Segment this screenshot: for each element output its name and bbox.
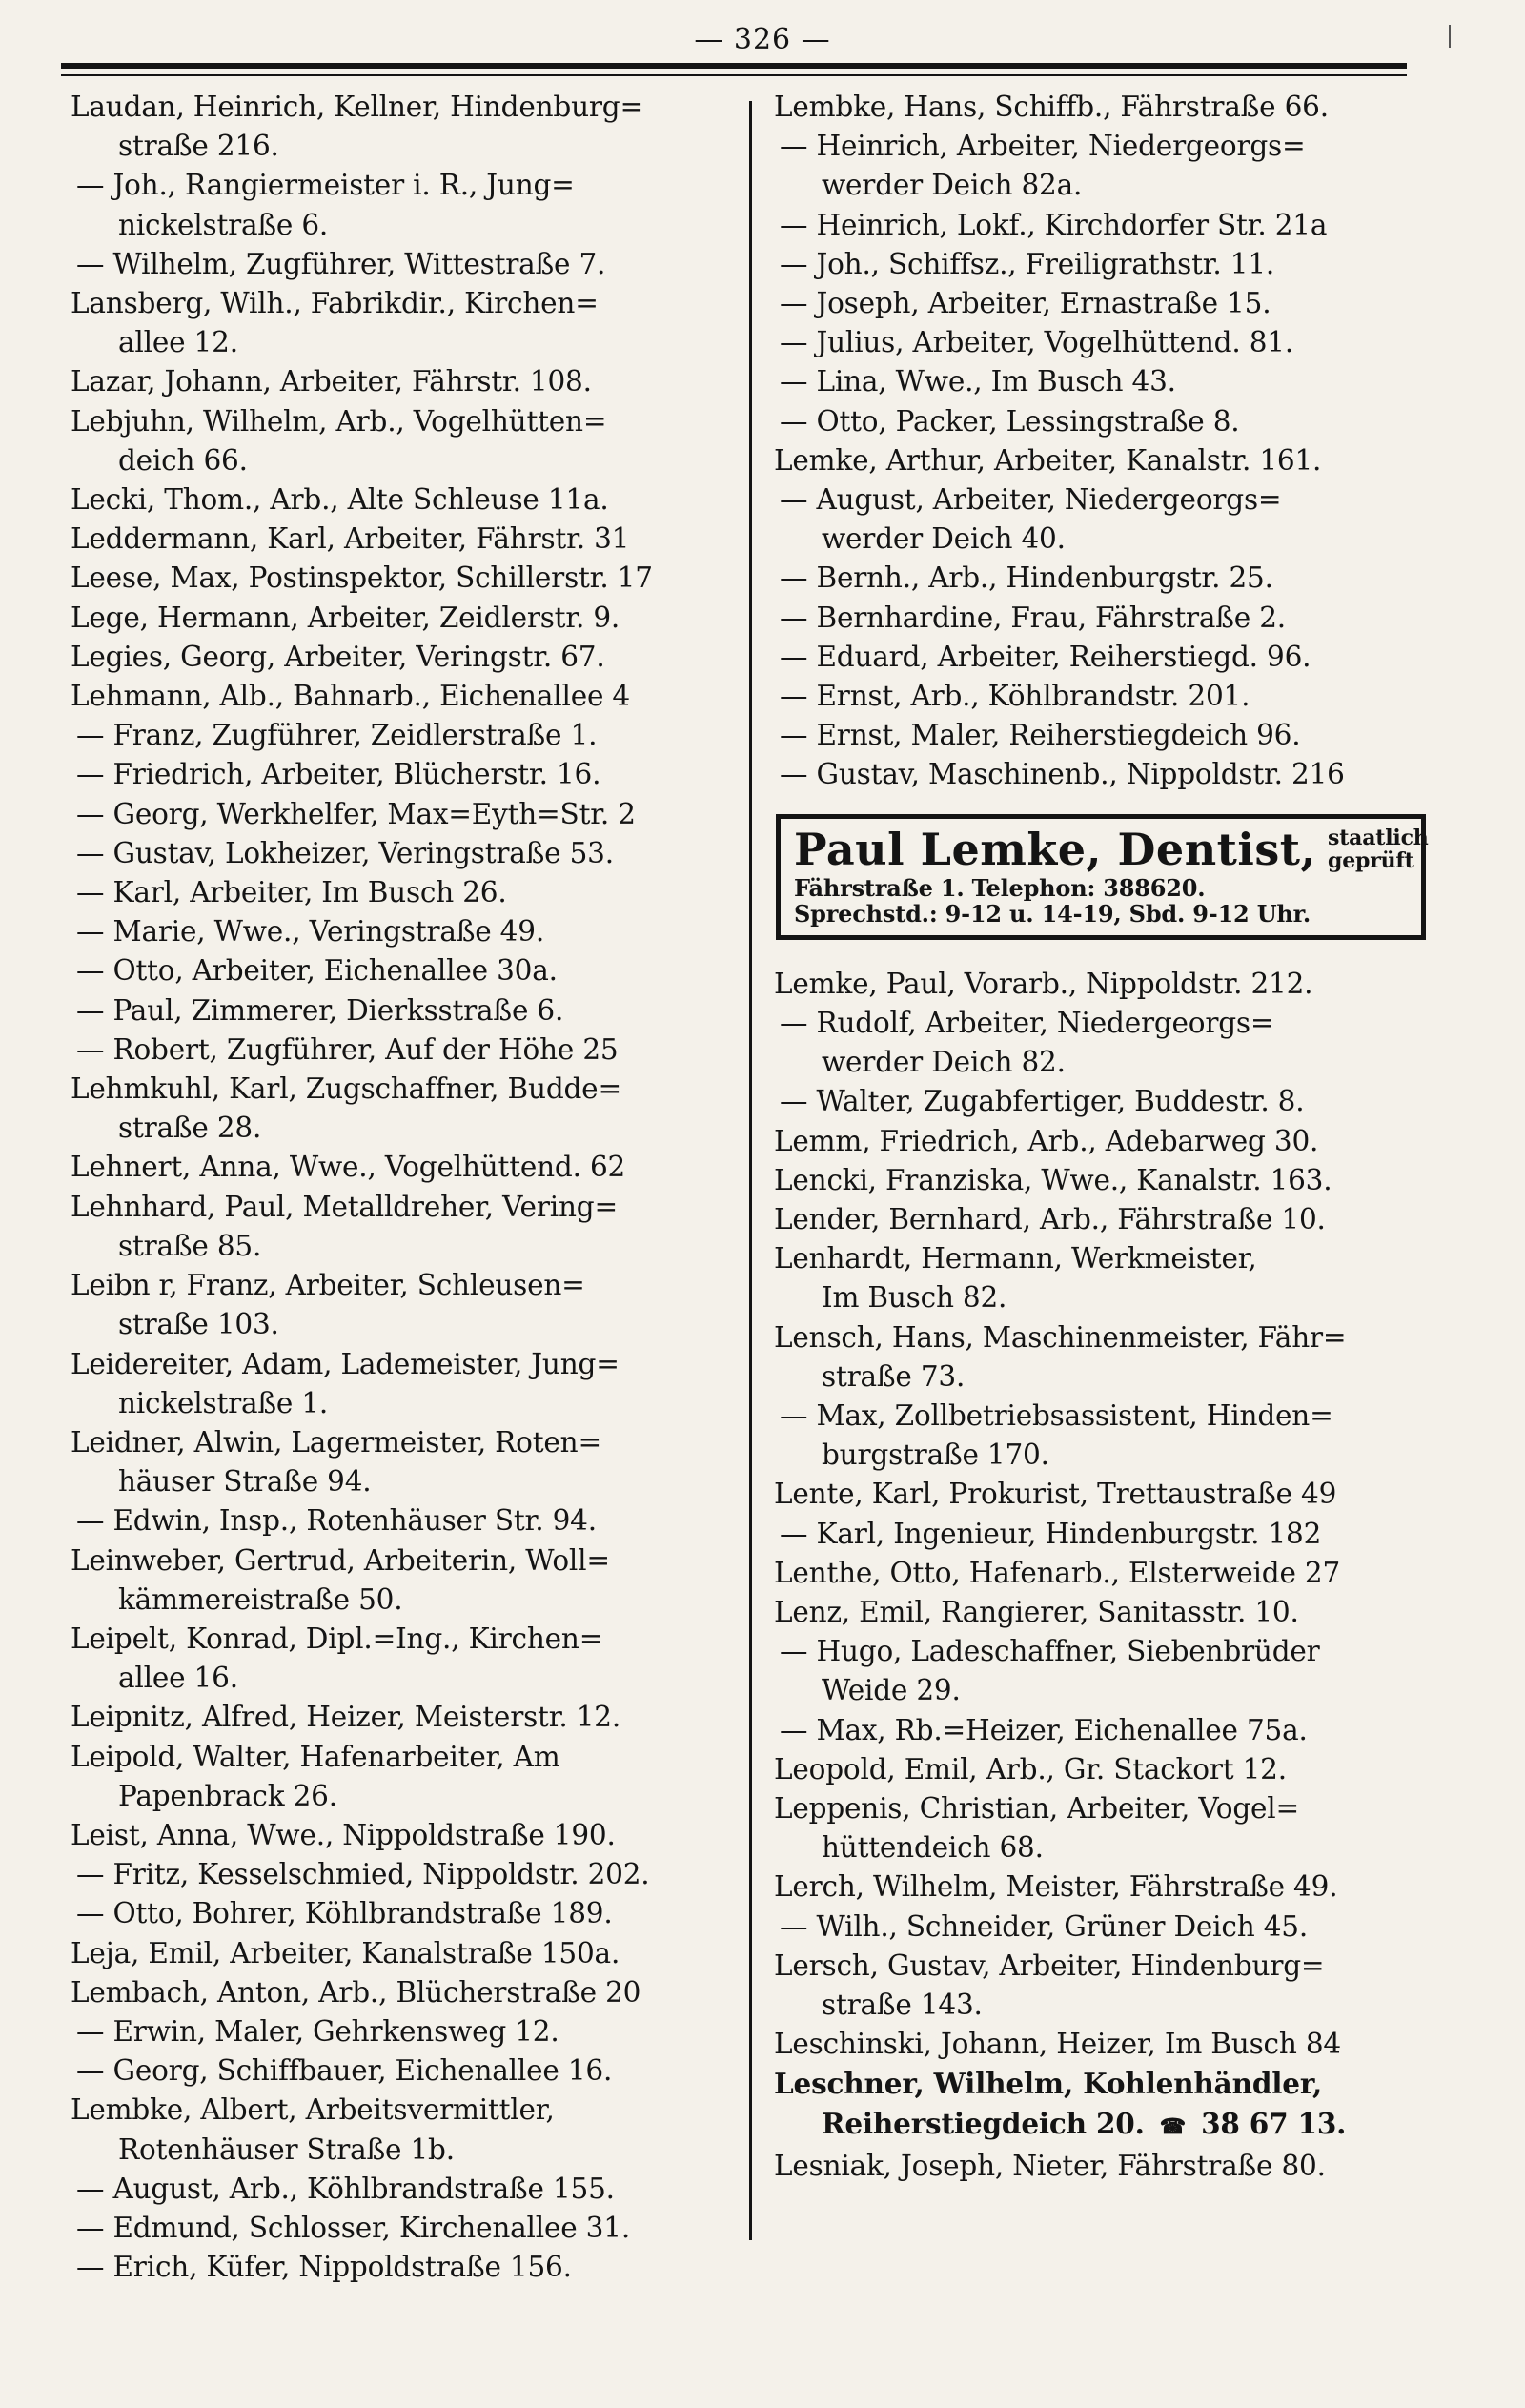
directory-entry: Lemke, Arthur, Arbeiter, Kanalstr. 161.	[774, 443, 1322, 477]
sub-entry: — August, Arb., Köhlbrandstraße 155.	[76, 2172, 615, 2205]
sub-entry: — Rudolf, Arbeiter, Niedergeorgs=	[780, 1006, 1274, 1039]
dentist-advertisement	[776, 814, 1429, 940]
ad-qualifier	[1328, 826, 1429, 872]
directory-entry: Leipnitz, Alfred, Heizer, Meisterstr. 12.	[71, 1701, 621, 1734]
right-column-top	[774, 88, 1432, 795]
directory-entry: Lerch, Wilhelm, Meister, Fährstraße 49.	[774, 1870, 1338, 1904]
directory-entry: Lenhardt, Hermann, Werkmeister,	[774, 1242, 1257, 1275]
directory-entry: Leppenis, Christian, Arbeiter, Vogel=	[774, 1792, 1300, 1825]
directory-entry: Leidereiter, Adam, Lademeister, Jung=	[71, 1347, 620, 1380]
sub-entry: — Otto, Arbeiter, Eichenallee 30a.	[76, 954, 558, 988]
directory-entry: Leopold, Emil, Arb., Gr. Stackort 12.	[774, 1752, 1287, 1786]
sub-entry: — Eduard, Arbeiter, Reiherstiegd. 96.	[780, 640, 1312, 673]
directory-entry: Leibn r, Franz, Arbeiter, Schleusen=	[71, 1269, 585, 1302]
directory-entry: Lembach, Anton, Arb., Blücherstraße 20	[71, 1975, 641, 2009]
directory-entry: Lebjuhn, Wilhelm, Arb., Vogelhütten=	[71, 404, 607, 438]
directory-entry: Lembke, Albert, Arbeitsvermittler,	[71, 2093, 555, 2127]
directory-entry: Lemke, Paul, Vorarb., Nippoldstr. 212.	[774, 967, 1313, 1000]
directory-entry: Lehnhard, Paul, Metalldreher, Vering=	[71, 1190, 618, 1223]
directory-entry: Lehnert, Anna, Wwe., Vogelhüttend. 62	[71, 1151, 626, 1184]
page-edge-mark	[1449, 25, 1451, 48]
sub-entry: — Heinrich, Arbeiter, Niedergeorgs=	[780, 130, 1306, 163]
sub-entry: — Marie, Wwe., Veringstraße 49.	[76, 915, 544, 949]
sub-entry: — Karl, Ingenieur, Hindenburgstr. 182	[780, 1517, 1322, 1550]
directory-entry: Lenthe, Otto, Hafenarb., Elsterweide 27	[774, 1556, 1341, 1589]
directory-entry: Leese, Max, Postinspektor, Schillerstr. 17	[71, 561, 653, 595]
directory-entry: Leschinski, Johann, Heizer, Im Busch 84	[774, 2028, 1341, 2061]
sub-entry: — Walter, Zugabfertiger, Buddestr. 8.	[780, 1085, 1305, 1118]
sub-entry: — Paul, Zimmerer, Dierksstraße 6.	[76, 993, 564, 1027]
sub-entry: — Edmund, Schlosser, Kirchenallee 31.	[76, 2211, 631, 2244]
ad-hours-line: Sprechstd.: 9-12 u. 14-19, Sbd. 9-12 Uhr.	[794, 900, 1312, 929]
sub-entry: — Max, Zollbetriebsassistent, Hinden=	[780, 1398, 1333, 1432]
entry-continuation: nickelstraße 6.	[118, 208, 329, 241]
entry-continuation: straße 85.	[118, 1229, 262, 1262]
entry-continuation: werder Deich 82.	[822, 1046, 1066, 1079]
telephone-icon: ☎	[1159, 2113, 1186, 2139]
directory-entry: Lencki, Franziska, Wwe., Kanalstr. 163.	[774, 1163, 1332, 1196]
bold-entry-address: Reiherstiegdeich 20.	[822, 2106, 1145, 2140]
sub-entry: — Joh., Rangiermeister i. R., Jung=	[76, 169, 575, 202]
sub-entry: — Julius, Arbeiter, Vogelhüttend. 81.	[780, 326, 1294, 359]
ad-address-line: Fährstraße 1. Telephon: 388620.	[794, 873, 1206, 902]
sub-entry: — Heinrich, Lokf., Kirchdorfer Str. 21a	[780, 208, 1328, 241]
directory-entry: Lazar, Johann, Arbeiter, Fährstr. 108.	[71, 365, 592, 398]
directory-entry: Lehmkuhl, Karl, Zugschaffner, Budde=	[71, 1072, 621, 1106]
directory-entry: Lecki, Thom., Arb., Alte Schleuse 11a.	[71, 483, 609, 517]
sub-entry: — Robert, Zugführer, Auf der Höhe 25	[76, 1032, 619, 1066]
sub-entry: — Otto, Packer, Lessingstraße 8.	[780, 404, 1240, 438]
sub-entry: — Otto, Bohrer, Köhlbrandstraße 189.	[76, 1897, 613, 1930]
sub-entry: — Ernst, Maler, Reiherstiegdeich 96.	[780, 719, 1301, 752]
page-number: — 326 —	[694, 23, 831, 56]
directory-entry: Leipelt, Konrad, Dipl.=Ing., Kirchen=	[71, 1622, 603, 1655]
entry-continuation: straße 73.	[822, 1359, 966, 1393]
ad-qualifier-line1: staatlich	[1328, 826, 1429, 851]
left-column	[71, 88, 743, 2287]
directory-entry: Lemm, Friedrich, Arb., Adebarweg 30.	[774, 1124, 1319, 1157]
entry-continuation: deich 66.	[118, 443, 248, 477]
sub-entry: — Erwin, Maler, Gehrkensweg 12.	[76, 2014, 559, 2048]
directory-entry: Leist, Anna, Wwe., Nippoldstraße 190.	[71, 1818, 616, 1851]
bold-entry-line2	[774, 2104, 1432, 2147]
directory-entry: Leidner, Alwin, Lagermeister, Roten=	[71, 1425, 601, 1459]
column-divider	[749, 101, 752, 2240]
sub-entry: — Ernst, Arb., Köhlbrandstr. 201.	[780, 680, 1250, 713]
directory-entry: Lege, Hermann, Arbeiter, Zeidlerstr. 9.	[71, 601, 620, 634]
entry-continuation: straße 28.	[118, 1112, 262, 1145]
directory-entry: Lersch, Gustav, Arbeiter, Hindenburg=	[774, 1949, 1325, 1982]
directory-entry: Lembke, Hans, Schiffb., Fährstraße 66.	[774, 91, 1329, 123]
directory-entry: Leja, Emil, Arbeiter, Kanalstraße 150a.	[71, 1936, 620, 1969]
directory-entry: Laudan, Heinrich, Kellner, Hindenburg=	[71, 91, 643, 123]
entry-continuation: straße 143.	[822, 1989, 983, 2022]
sub-entry: — August, Arbeiter, Niedergeorgs=	[780, 483, 1282, 517]
sub-entry: — Hugo, Ladeschaffner, Siebenbrüder	[780, 1635, 1320, 1668]
entry-continuation: Im Busch 82.	[822, 1281, 1007, 1315]
bold-entry	[774, 2064, 1432, 2146]
sub-entry: — Max, Rb.=Heizer, Eichenallee 75a.	[780, 1713, 1308, 1746]
directory-entry: Lesniak, Joseph, Nieter, Fährstraße 80.	[774, 2149, 1326, 2182]
entry-continuation: nickelstraße 1.	[118, 1386, 329, 1419]
entry-continuation: burgstraße 170.	[822, 1439, 1049, 1472]
sub-entry: — Erich, Küfer, Nippoldstraße 156.	[76, 2251, 572, 2284]
directory-entry: Lender, Bernhard, Arb., Fährstraße 10.	[774, 1202, 1326, 1235]
sub-entry: — Wilh., Schneider, Grüner Deich 45.	[780, 1909, 1309, 1943]
directory-entry: Leddermann, Karl, Arbeiter, Fährstr. 31	[71, 522, 630, 556]
sub-entry: — Joseph, Arbeiter, Ernastraße 15.	[780, 287, 1271, 320]
entry-continuation: straße 103.	[118, 1308, 279, 1341]
bold-entry-phone: 38 67 13.	[1201, 2106, 1347, 2140]
entry-continuation: Weide 29.	[822, 1674, 961, 1707]
entry-continuation: straße 216.	[118, 130, 279, 163]
sub-entry: — Wilhelm, Zugführer, Wittestraße 7.	[76, 247, 606, 280]
directory-entry: Leinweber, Gertrud, Arbeiterin, Woll=	[71, 1543, 610, 1577]
entry-continuation: häuser Straße 94.	[118, 1465, 372, 1499]
right-column-bottom	[774, 965, 1432, 2065]
entry-continuation: kämmereistraße 50.	[118, 1582, 403, 1616]
right-column-last	[774, 2147, 1432, 2186]
sub-entry: — Joh., Schiffsz., Freiligrathstr. 11.	[780, 247, 1275, 280]
directory-entry: Lenz, Emil, Rangierer, Sanitasstr. 10.	[774, 1595, 1299, 1628]
ad-qualifier-line2: geprüft	[1328, 848, 1414, 874]
entry-continuation: allee 12.	[118, 326, 238, 359]
sub-entry: — Karl, Arbeiter, Im Busch 26.	[76, 876, 507, 909]
sub-entry: — Bernhardine, Frau, Fährstraße 2.	[780, 601, 1286, 634]
bold-entry-line1: Leschner, Wilhelm, Kohlenhändler,	[774, 2067, 1323, 2101]
entry-continuation: werder Deich 82a.	[822, 169, 1083, 202]
sub-entry: — Friedrich, Arbeiter, Blücherstr. 16.	[76, 758, 601, 791]
directory-entry: Lente, Karl, Prokurist, Trettaustraße 49	[774, 1478, 1337, 1511]
sub-entry: — Georg, Werkhelfer, Max=Eyth=Str. 2	[76, 797, 636, 830]
sub-entry: — Lina, Wwe., Im Busch 43.	[780, 365, 1176, 398]
sub-entry: — Edwin, Insp., Rotenhäuser Str. 94.	[76, 1504, 597, 1538]
entry-continuation: werder Deich 40.	[822, 522, 1066, 556]
sub-entry: — Bernh., Arb., Hindenburgstr. 25.	[780, 561, 1273, 595]
ad-name: Paul Lemke, Dentist,	[794, 823, 1317, 875]
directory-entry: Leipold, Walter, Hafenarbeiter, Am	[71, 1740, 560, 1773]
sub-entry: — Franz, Zugführer, Zeidlerstraße 1.	[76, 719, 598, 752]
sub-entry: — Gustav, Maschinenb., Nippoldstr. 216	[780, 758, 1345, 791]
top-rule	[61, 63, 1407, 76]
directory-entry: Lehmann, Alb., Bahnarb., Eichenallee 4	[71, 680, 630, 713]
sub-entry: — Georg, Schiffbauer, Eichenallee 16.	[76, 2054, 613, 2088]
right-column	[774, 88, 1432, 2186]
entry-continuation: allee 16.	[118, 1662, 238, 1695]
entry-continuation: hüttendeich 68.	[822, 1831, 1044, 1865]
directory-entry: Lansberg, Wilh., Fabrikdir., Kirchen=	[71, 287, 599, 320]
directory-entry: Lensch, Hans, Maschinenmeister, Fähr=	[774, 1320, 1347, 1354]
sub-entry: — Fritz, Kesselschmied, Nippoldstr. 202.	[76, 1858, 650, 1891]
sub-entry: — Gustav, Lokheizer, Veringstraße 53.	[76, 836, 614, 869]
entry-continuation: Papenbrack 26.	[118, 1779, 337, 1812]
directory-entry: Legies, Georg, Arbeiter, Veringstr. 67.	[71, 640, 605, 673]
entry-continuation: Rotenhäuser Straße 1b.	[118, 2133, 455, 2166]
